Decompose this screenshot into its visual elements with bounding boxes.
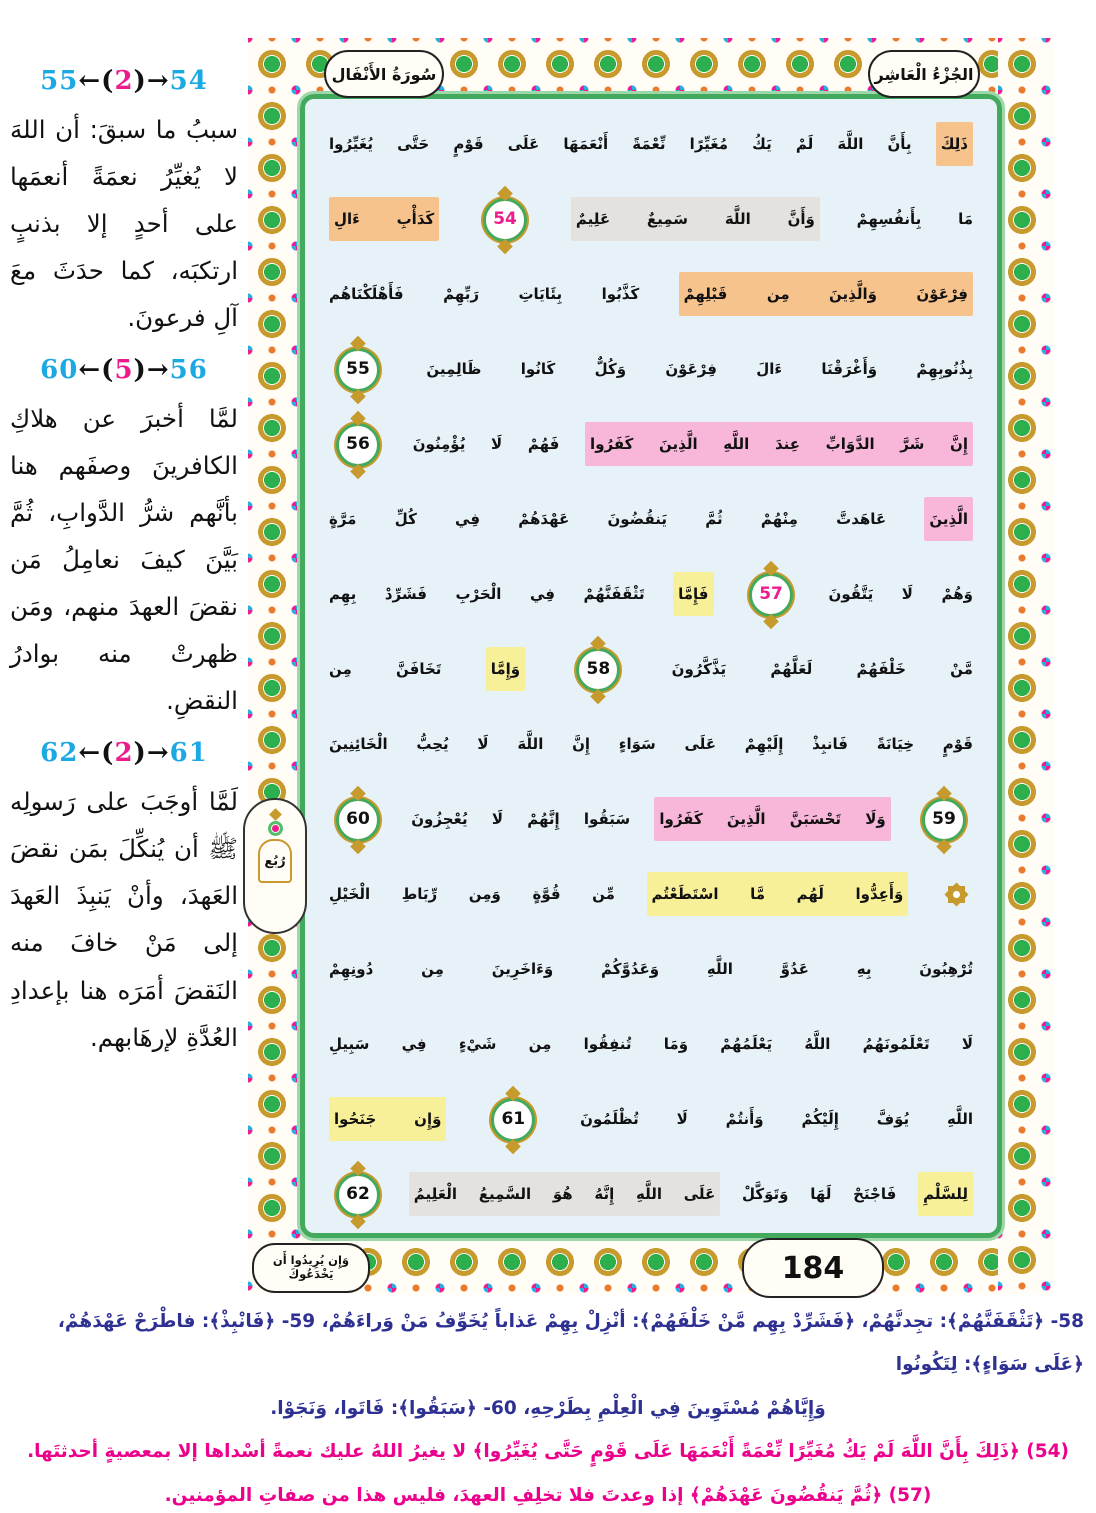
quran-line — [329, 182, 973, 257]
commentary-note: سببُ ما سبقَ: أن اللهَ لا يُغيِّرُ نعمَةً أنعمَها على أحدٍ إلا بذنبٍ ارتكبَه، كما حدَثَ معَ آلِ فرعونَ. — [10, 115, 238, 333]
quran-text: عَاهَدتَّ مِنْهُمْ ثُمَّ يَنقُضُونَ عَهْدَهُمْ فِي كُلِّ مَرَّةٍ — [329, 510, 887, 528]
commentary-note: لمَّا أخبرَ عن هلاكِ الكافرينَ وصفَهم هنا بأنَّهم شرُّ الدَّوابِ، ثُمَّ بَيَّنَ كيفَ نعامِلُ مَن نقضَ العهدَ منهم، ومَن ظهرتْ منه بوادرُ النقضِ. — [10, 404, 238, 716]
quran-text: بِذُنُوبِهِمْ وَأَغْرَقْنَا ءَالَ فِرْعَوْنَ وَكُلٌّ كَانُوا ظَالِمِينَ — [426, 360, 973, 378]
quran-text: فَهُمْ لَا يُؤْمِنُونَ — [412, 435, 560, 453]
quran-line — [329, 932, 973, 1007]
verse-number-badge: 56 — [336, 423, 380, 467]
quran-line — [329, 782, 973, 857]
quran-line — [329, 1157, 973, 1232]
arrow-right-icon: )→ — [133, 738, 170, 769]
footnotes-section — [12, 1300, 1084, 1513]
diamond-ornament-icon — [269, 808, 282, 821]
surah-name-cartouche — [324, 50, 444, 98]
verse-number-badge: 59 — [922, 798, 966, 842]
ornate-border-left — [248, 38, 304, 1294]
verse-number-badge: 55 — [336, 348, 380, 392]
catchword-cartouche — [252, 1243, 370, 1293]
quran-line — [329, 857, 973, 932]
quran-line — [329, 332, 973, 407]
quran-text: وَهُمْ لَا يَتَّقُونَ — [828, 585, 973, 603]
range-count: 2 — [114, 66, 134, 96]
verse-number-badge: 57 — [749, 573, 793, 617]
page-number-cartouche — [742, 1238, 884, 1298]
quran-line — [329, 107, 973, 182]
quran-text-highlighted: ذَلِكَ — [936, 122, 973, 166]
quran-line — [329, 1007, 973, 1082]
quran-text: قَوْمٍ خِيَانَةً فَانبِذْ إِلَيْهِمْ عَلَى سَوَاءٍ إِنَّ اللَّهَ لَا يُحِبُّ الْخَائِنِينَ — [329, 735, 973, 753]
rub-label-arch — [258, 839, 292, 883]
range-left-number: 55 — [40, 66, 79, 96]
verse-number-badge: 54 — [483, 198, 527, 242]
verse-number-badge: 61 — [491, 1098, 535, 1142]
range-count: 5 — [114, 355, 134, 386]
quran-text-highlighted: فِرْعَوْنَ وَالَّذِينَ مِن قَبْلِهِمْ — [679, 272, 973, 316]
page-number: 184 — [781, 1250, 845, 1286]
juz-name: الجُزْءُ الْعَاشِر — [874, 64, 974, 84]
quran-line — [329, 557, 973, 632]
quran-text: لَا تَعْلَمُونَهُمُ اللَّهُ يَعْلَمُهُمْ وَمَا تُنفِقُوا مِن شَيْءٍ فِي سَبِيلِ — [329, 1035, 973, 1053]
quran-text: مِّن قُوَّةٍ وَمِن رِّبَاطِ الْخَيْلِ — [329, 885, 615, 903]
quran-text: مَّنْ خَلْفَهُمْ لَعَلَّهُمْ يَذَّكَّرُونَ — [671, 660, 973, 678]
quran-text: تُرْهِبُونَ بِهِ عَدُوَّ اللَّهِ وَعَدُوَّكُمْ وَءَاخَرِينَ مِن دُونِهِمْ — [329, 960, 973, 978]
quran-line — [329, 632, 973, 707]
quran-text-highlighted: وَإِمَّا — [486, 647, 525, 691]
verse-number-badge: 60 — [336, 798, 380, 842]
quran-text: تَخَافَنَّ مِن — [329, 660, 442, 678]
quran-text: بِأَنَّ اللَّهَ لَمْ يَكُ مُغَيِّرًا نِّعْمَةً أَنْعَمَهَا عَلَى قَوْمٍ حَتَّى يُغَيِّرُوا — [329, 135, 912, 153]
quran-text-highlighted: وَأَعِدُّوا لَهُم مَّا اسْتَطَعْتُم — [647, 872, 909, 916]
rub-marker — [243, 798, 307, 934]
arrow-right-icon: )→ — [133, 355, 170, 386]
quran-text: سَبَقُوا إِنَّهُمْ لَا يُعْجِزُونَ — [411, 810, 631, 828]
arrow-left-icon: ←( — [78, 66, 115, 96]
range-right-number: 56 — [169, 355, 208, 386]
quran-text-highlighted: فَإِمَّا — [673, 572, 713, 616]
surah-name: سُورَةُ الأَنْفَال — [331, 64, 437, 84]
catchword: وَإِن يُرِيدُوا أَن يَخْدَعُوكَ — [272, 1253, 350, 1281]
quran-text-highlighted: كَدَأْبِ ءَالِ — [329, 197, 439, 241]
quran-text: اللَّهِ يُوَفَّ إِلَيْكُمْ وَأَنتُمْ لَا تُظْلَمُونَ — [580, 1110, 974, 1128]
footnote-line: وَإِيَّاهُمْ مُسْتَوِينَ فِي الْعِلْمِ بِطَرْحِهِ، 60- ﴿سَبَقُوا﴾: فَاتَوا، وَنَجَوْا. — [270, 1397, 826, 1419]
range-left-number: 60 — [40, 355, 79, 386]
range-right-number: 54 — [169, 66, 208, 96]
quran-text: مَا بِأَنفُسِهِمْ — [856, 210, 973, 228]
juz-cartouche — [868, 50, 980, 98]
rub-label: رُبُع — [264, 853, 286, 869]
quran-text-highlighted: وَإِن جَنَحُوا — [329, 1097, 446, 1141]
quran-text-highlighted: عَلَى اللَّهِ إِنَّهُ هُوَ السَّمِيعُ الْعَلِيمُ — [409, 1172, 721, 1216]
commentary-note: لَمَّا أوجَبَ على رَسولِه ﷺ أن يُنكِّلَ بمَن نقضَ العَهدَ، وأنْ يَنبِذَ العَهدَ إلى مَنْ خافَ منه النَقضَ أمَرَه هنا بإعدادِ العُدَّةِ لإرهَابهم. — [10, 787, 238, 1052]
range-count: 2 — [114, 738, 134, 769]
quran-text-highlighted: وَأَنَّ اللَّهَ سَمِيعٌ عَلِيمٌ — [571, 197, 820, 241]
footnote-line: (57) ﴿ثُمَّ يَنقُضُونَ عَهْدَهُمْ﴾ إذا وعدتَ فلا تخلِفِ العهدَ، فليس هذا من صفاتِ المؤمنين. — [164, 1484, 932, 1506]
hizb-star-icon — [948, 886, 965, 903]
quran-text: تَثْقَفَنَّهُمْ فِي الْحَرْبِ فَشَرِّدْ بِهِم — [329, 585, 645, 603]
arrow-left-icon: ←( — [78, 738, 115, 769]
quran-text-highlighted: إِنَّ شَرَّ الدَّوَابِّ عِندَ اللَّهِ الَّذِينَ كَفَرُوا — [585, 422, 973, 466]
arrow-left-icon: ←( — [78, 355, 115, 386]
quran-line — [329, 407, 973, 482]
ayah-range-nav — [10, 355, 238, 385]
quran-line — [329, 482, 973, 557]
range-right-number: 61 — [169, 738, 208, 769]
arrow-right-icon: )→ — [133, 66, 170, 96]
verse-number-badge: 62 — [336, 1173, 380, 1217]
ornate-border-right — [998, 38, 1054, 1294]
footnote-line: (54) ﴿ذَلِكَ بِأَنَّ اللَّهَ لَمْ يَكُ مُغَيِّرًا نِّعْمَةً أَنْعَمَهَا عَلَى قَوْمٍ حَتَّى يُغَيِّرُوا﴾ لا يغيرُ اللهُ عليك نعمةً أسْداها إلا بمعصيةٍ أحدثتَها. — [27, 1441, 1069, 1463]
quran-line — [329, 257, 973, 332]
commentary-sidebar — [10, 60, 238, 1075]
footnote-line: 58- ﴿تَثْقَفَنَّهُمْ﴾: تجِدنَّهُمْ، ﴿فَشَرِّدْ بِهِم مَّنْ خَلْفَهُمْ﴾: أنْزِلْ بِهِمْ عَذاباً يُخَوِّفُ مَنْ وَراءَهُمْ، 59- ﴿فَانْبِذْ﴾: فاطْرَحْ عَهْدَهُمْ، ﴿عَلَى سَوَاءٍ﴾: لِتَكُونُوا — [57, 1311, 1084, 1376]
finial-ornament-icon — [272, 825, 279, 832]
quran-text-highlighted: وَلَا تَحْسَبَنَّ الَّذِينَ كَفَرُوا — [654, 797, 890, 841]
quran-text: فَاجْنَحْ لَهَا وَتَوَكَّلْ — [742, 1185, 897, 1203]
quran-line — [329, 1082, 973, 1157]
quran-text-frame — [300, 94, 1002, 1238]
verse-number-badge: 58 — [576, 648, 620, 692]
range-left-number: 62 — [40, 738, 79, 769]
ayah-range-nav — [10, 738, 238, 768]
ayah-range-nav — [10, 66, 238, 96]
quran-text-highlighted: الَّذِينَ — [924, 497, 973, 541]
quran-line — [329, 707, 973, 782]
quran-text-highlighted: لِلسَّلْمِ — [918, 1172, 973, 1216]
quran-text: كَذَّبُوا بِئَايَاتِ رَبِّهِمْ فَأَهْلَكْنَاهُم — [329, 285, 640, 303]
